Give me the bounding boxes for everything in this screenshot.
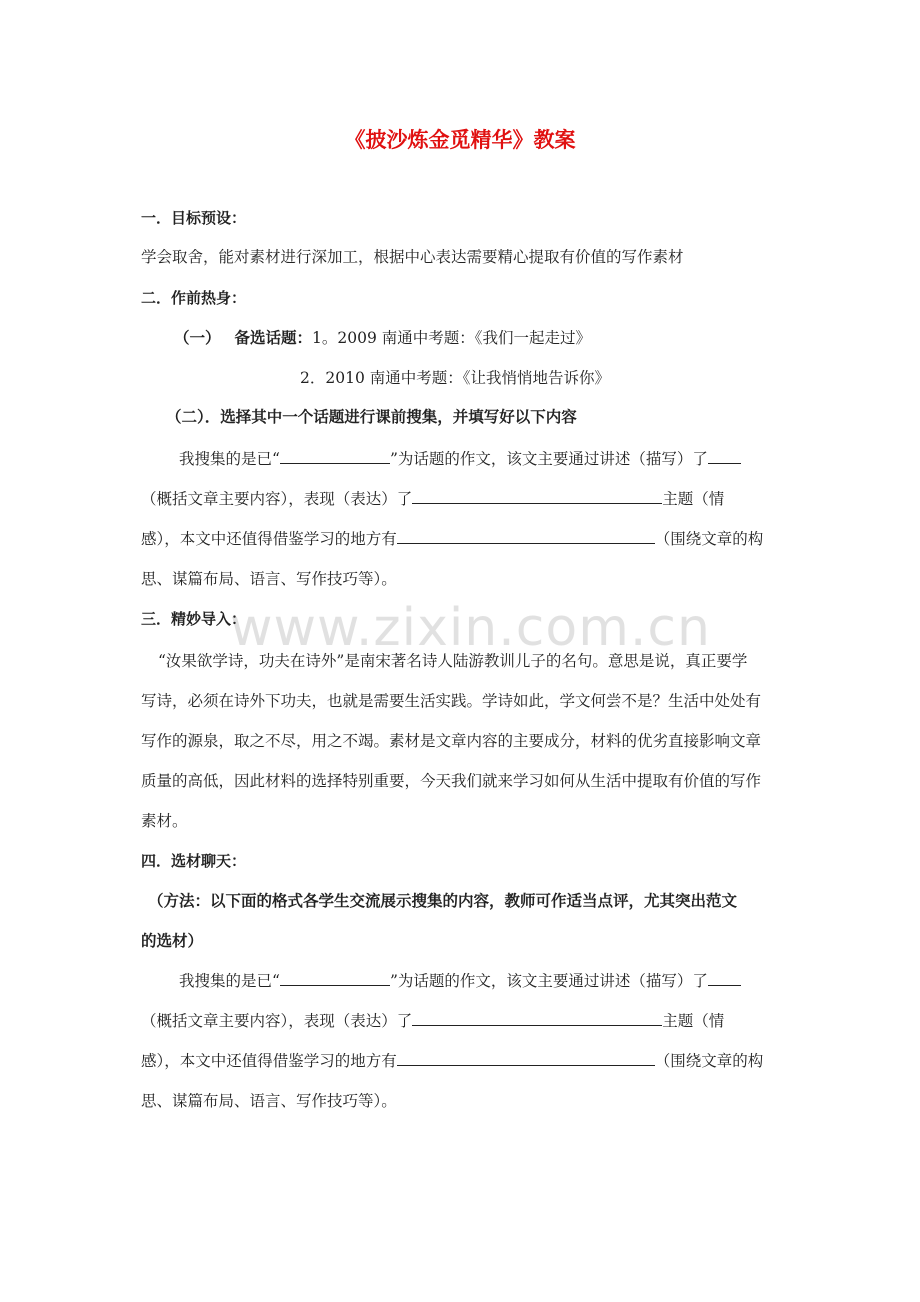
form-1-text-a: 我搜集的是已“ [179, 450, 280, 468]
form-2-line-4: 思、谋篇布局、语言、写作技巧等）。 [141, 1092, 397, 1110]
intro-line-4: 质量的高低，因此材料的选择特别重要，今天我们就来学习如何从生活中提取有价值的写作 [141, 772, 762, 790]
intro-line-3: 写作的源泉，取之不尽，用之不竭。素材是文章内容的主要成分，材料的优劣直接影响文章 [141, 732, 762, 750]
form-1-text-f: （围绕文章的构 [654, 530, 764, 548]
form-1-text-b: ”为话题的作文，该文主要通过讲述（描写）了 [389, 450, 708, 468]
form-1-line-4: 思、谋篇布局、语言、写作技巧等）。 [141, 570, 397, 588]
form-2-blank-learn[interactable] [397, 1051, 655, 1066]
form-1-text-e: 感），本文中还值得借鉴学习的地方有 [141, 530, 397, 548]
section-4-heading: 四．选材聊天： [141, 852, 247, 870]
form-2-text-e: 感），本文中还值得借鉴学习的地方有 [141, 1052, 397, 1070]
intro-line-5: 素材。 [141, 812, 188, 830]
form-1-line-1 [141, 449, 785, 469]
topic-item-1-label: 备选话题： [234, 329, 313, 347]
form-2-text-f: （围绕文章的构 [654, 1052, 764, 1070]
form-1-blank-theme[interactable] [412, 489, 662, 504]
watermark: www.zixin.com.cn [230, 598, 711, 658]
form-1-blank-narrate[interactable] [708, 449, 741, 464]
intro-line-1: “汝果欲学诗，功夫在诗外”是南宋著名诗人陆游教训儿子的名句。意思是说，真正要学 [158, 652, 748, 670]
form-1-line-3 [141, 529, 785, 549]
form-2-blank-theme[interactable] [412, 1011, 662, 1026]
intro-line-2: 写诗，必须在诗外下功夫，也就是需要生活实践。学诗如此，学文何尝不是？生活中处处有 [141, 692, 762, 710]
method-line-2: 的选材） [141, 932, 204, 950]
form-1-text-c: （概括文章主要内容），表现（表达）了 [141, 490, 413, 508]
form-2-line-3 [141, 1051, 785, 1071]
task-instruction: （二）．选择其中一个话题进行课前搜集，并填写好以下内容 [166, 408, 577, 426]
form-2-text-c: （概括文章主要内容），表现（表达）了 [141, 1012, 413, 1030]
method-line-1: （方法：以下面的格式各学生交流展示搜集的内容，教师可作适当点评，尤其突出范文 [148, 892, 738, 910]
section-3-heading: 三．精妙导入： [141, 610, 247, 628]
form-2-text-a: 我搜集的是已“ [179, 972, 280, 990]
form-2-line-2 [141, 1011, 785, 1031]
form-1-blank-learn[interactable] [397, 529, 655, 544]
section-1-body: 学会取舍，能对素材进行深加工，根据中心表达需要精心提取有价值的写作素材 [141, 248, 684, 266]
form-1-text-d: 主题（情 [662, 490, 725, 508]
form-2-blank-narrate[interactable] [708, 971, 741, 986]
form-1-line-2 [141, 489, 785, 509]
form-2-blank-topic[interactable] [280, 971, 390, 986]
section-2-heading: 二．作前热身： [141, 289, 247, 307]
topic-item-1 [174, 328, 591, 348]
topic-item-2: 2．2010 南通中考题：《让我悄悄地告诉你》 [300, 369, 610, 387]
form-2-text-d: 主题（情 [662, 1012, 725, 1030]
topic-item-1-prefix: （一） [174, 329, 221, 347]
form-2-line-1 [141, 971, 785, 991]
document-title: 《披沙炼金觅精华》教案 [344, 128, 576, 152]
topic-item-1-text: 1。2009 南通中考题：《我们一起走过》 [312, 329, 592, 347]
form-2-text-b: ”为话题的作文，该文主要通过讲述（描写）了 [389, 972, 708, 990]
section-1-heading: 一．目标预设： [141, 209, 247, 227]
form-1-blank-topic[interactable] [280, 449, 390, 464]
